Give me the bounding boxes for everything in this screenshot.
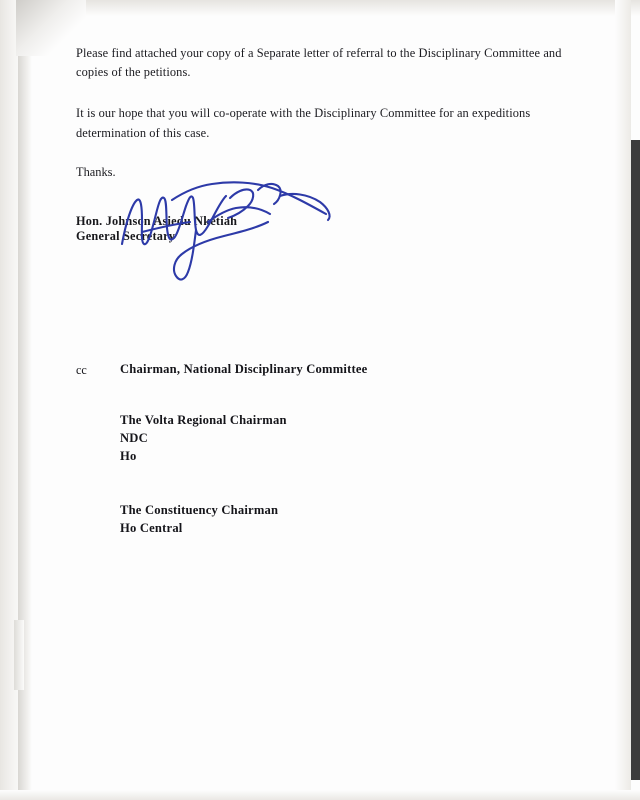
letter-body	[76, 44, 576, 260]
signatory-name: Hon. Johnson Asiedu Nketiah	[76, 213, 238, 228]
cc-recipient-group-2	[120, 502, 576, 538]
cc-group-2-line-1: The Constituency Chairman	[120, 502, 279, 517]
cc-group-2-line-2: Ho Central	[120, 520, 183, 535]
letter-closing: Thanks.	[76, 164, 116, 179]
cc-recipient-group-1	[120, 412, 576, 466]
signature-block	[76, 214, 576, 260]
scan-bottom-shadow	[0, 790, 640, 800]
signatory-title: General Secretary	[76, 229, 176, 244]
cc-group-1-line-2: NDC	[120, 430, 148, 445]
cc-group-1-line-1: The Volta Regional Chairman	[120, 413, 287, 427]
scan-top-shadow	[0, 0, 640, 16]
cc-primary-recipient: Chairman, National Disciplinary Committee	[120, 362, 368, 376]
cc-primary-row	[76, 362, 576, 378]
letter-paragraph-2: It is our hope that you will co-operate with the Disciplinary Committee for an expeditions determination of this case.	[76, 106, 531, 140]
scan-right-dark-bar	[631, 140, 640, 780]
cc-section	[76, 362, 576, 537]
scan-right-gutter	[615, 0, 631, 800]
letter-paragraph-1: Please find attached your copy of a Separate letter of referral to the Disciplinary Committee and copies of the petitions.	[76, 46, 562, 80]
scan-left-smudge	[14, 620, 24, 690]
cc-group-1-line-3: Ho	[120, 448, 137, 463]
cc-label: cc	[76, 363, 87, 377]
